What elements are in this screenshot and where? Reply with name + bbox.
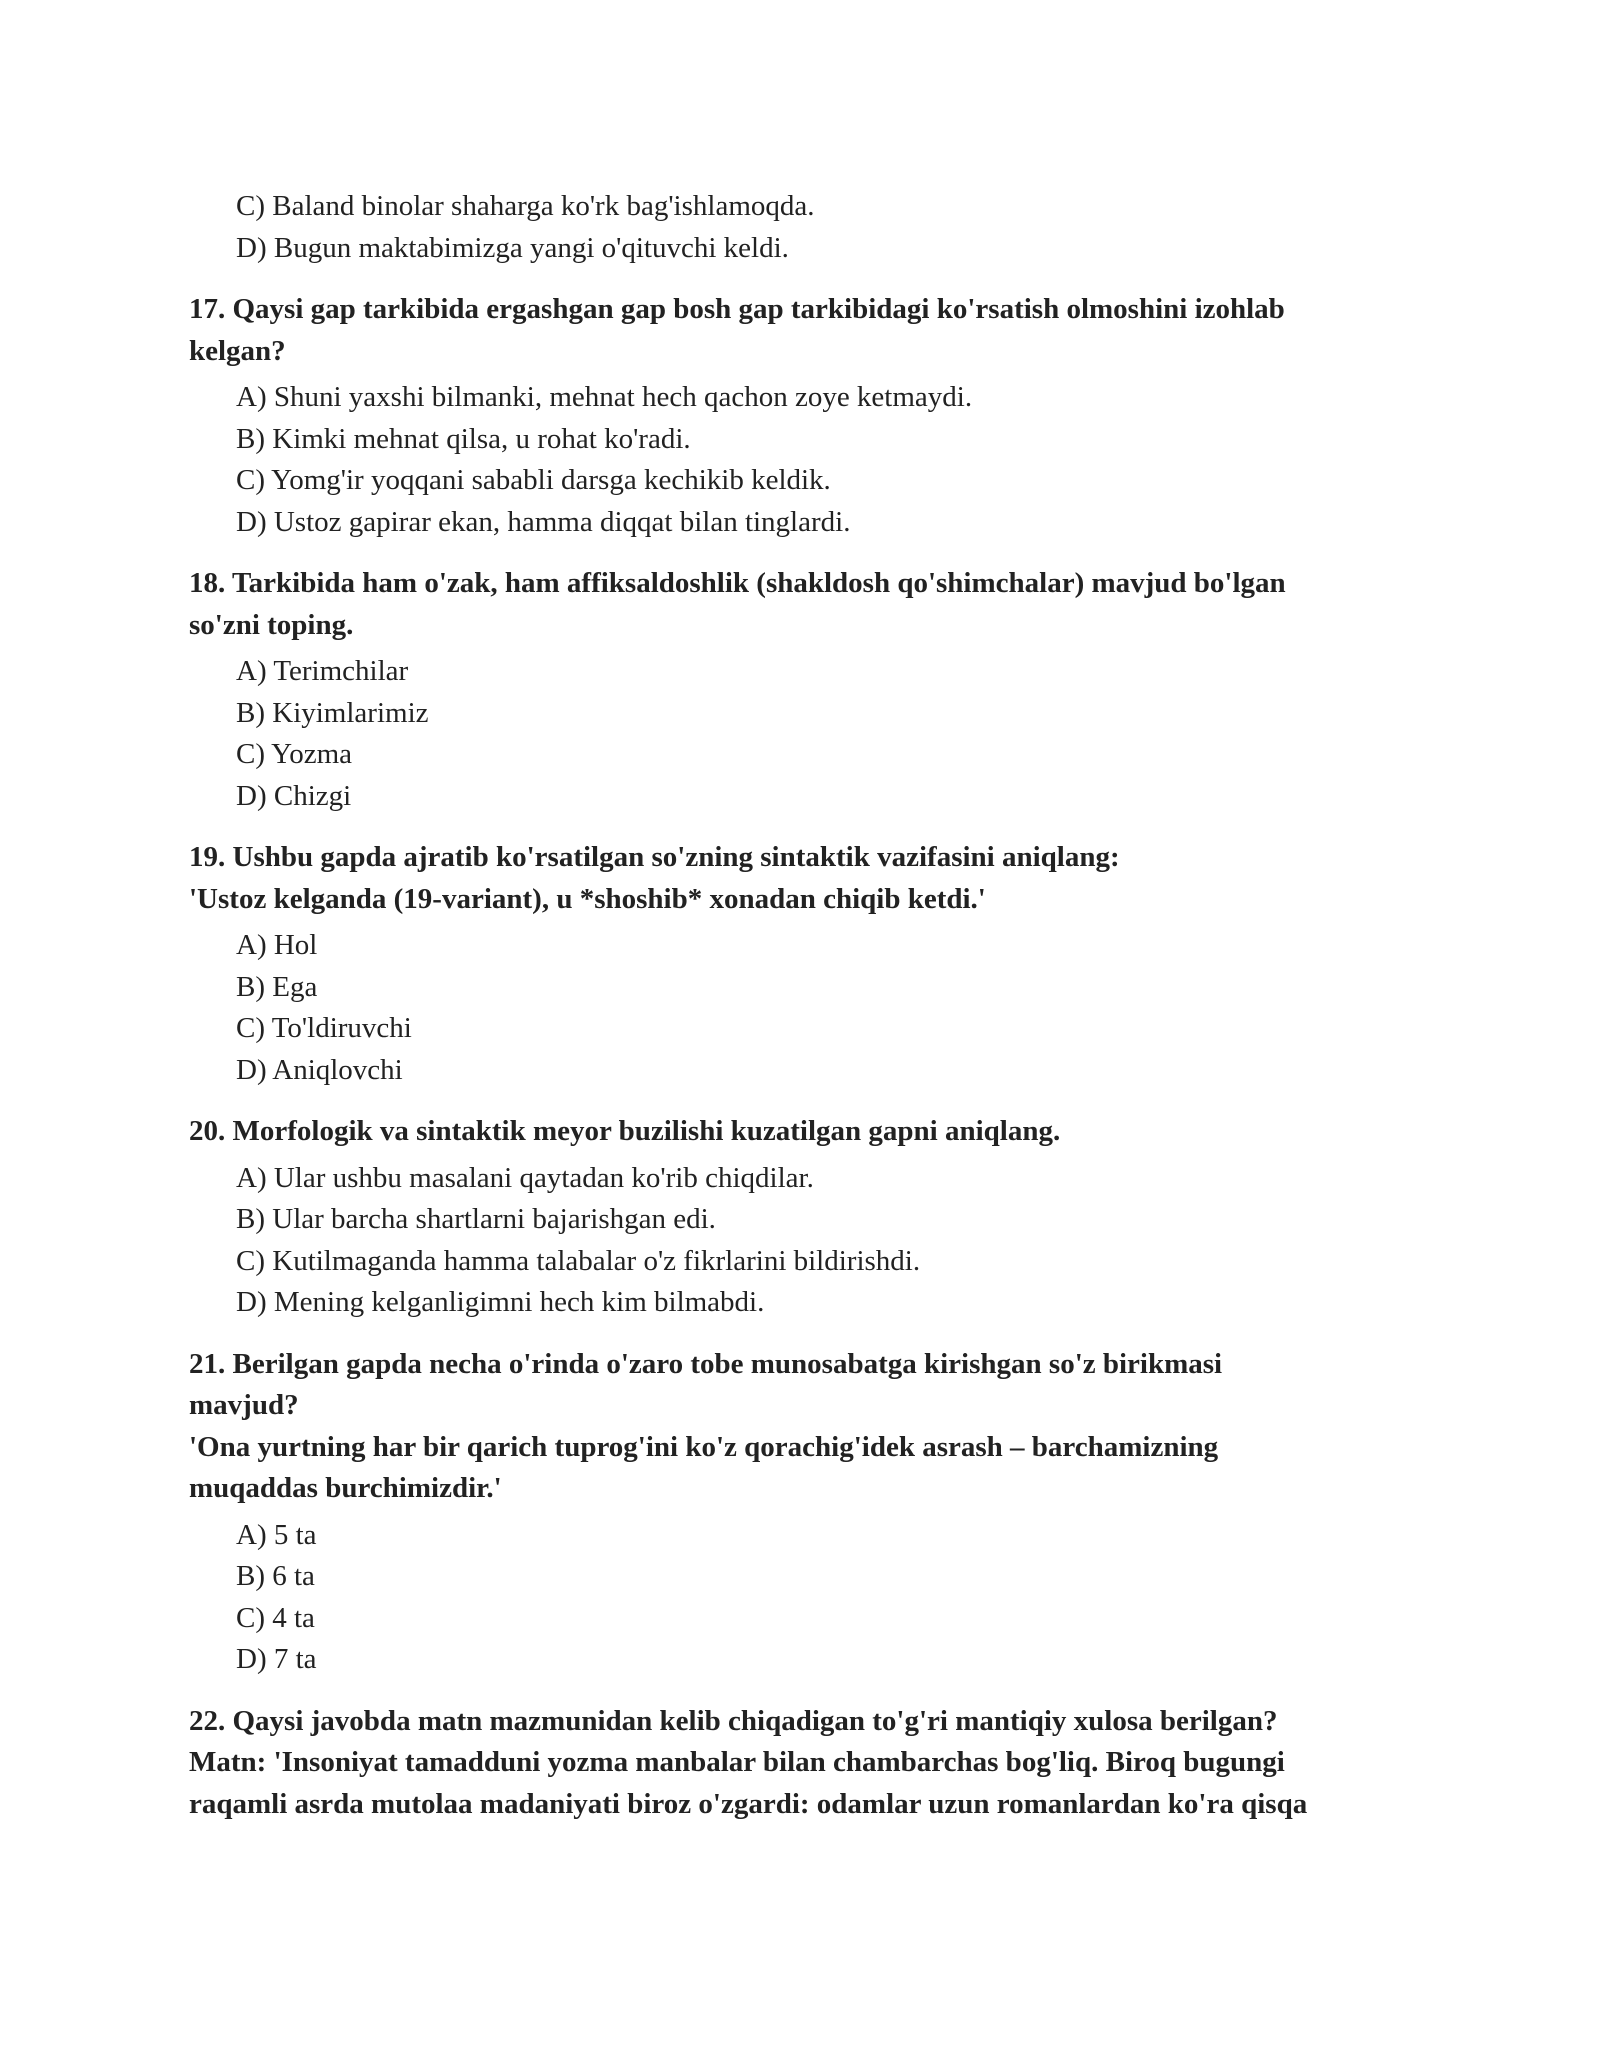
answer-option: D) 7 ta bbox=[236, 1643, 317, 1675]
question-text bbox=[189, 837, 1429, 920]
answer-option: C) 4 ta bbox=[236, 1601, 315, 1634]
answer-option: D) Chizgi bbox=[236, 779, 352, 812]
question-line: 17. Qaysi gap tarkibida ergashgan gap bosh gap tarkibidagi ko'rsatish olmoshini izohlab bbox=[189, 293, 1285, 325]
test-content bbox=[189, 186, 1429, 1830]
answer-option: C) Baland binolar shaharga ko'rk bag'ishlamoqda. bbox=[236, 190, 815, 222]
answer-option: D) Ustoz gapirar ekan, hamma diqqat bilan tinglardi. bbox=[236, 505, 851, 538]
leading-options bbox=[189, 186, 1429, 269]
question-line: Matn: 'Insoniyat tamadduni yozma manbalar bilan chambarchas bog'liq. Biroq bugungi bbox=[189, 1746, 1285, 1778]
answer-option: C) Kutilmaganda hamma talabalar o'z fikrlarini bildirishdi. bbox=[236, 1244, 921, 1277]
question-19 bbox=[189, 837, 1429, 1091]
answer-option: A) 5 ta bbox=[236, 1518, 317, 1551]
answer-option: B) Ular barcha shartlarni bajarishgan edi. bbox=[236, 1203, 716, 1235]
answer-option: A) Terimchilar bbox=[236, 655, 409, 687]
answer-option: B) Ega bbox=[236, 970, 318, 1003]
answer-option: A) Hol bbox=[236, 929, 318, 961]
answer-option: A) Shuni yaxshi bilmanki, mehnat hech qachon zoye ketmaydi. bbox=[236, 381, 973, 413]
question-text bbox=[189, 1344, 1429, 1510]
question-line: so'zni toping. bbox=[189, 608, 354, 641]
question-line: 'Ustoz kelganda (19-variant), u *shoshib* xonadan chiqib ketdi.' bbox=[189, 882, 986, 915]
answer-options bbox=[189, 925, 1429, 1091]
answer-options bbox=[189, 651, 1429, 817]
question-line: 18. Tarkibida ham o'zak, ham affiksaldoshlik (shakldosh qo'shimchalar) mavjud bo'lgan bbox=[189, 567, 1286, 599]
question-line: 22. Qaysi javobda matn mazmunidan kelib chiqadigan to'g'ri mantiqiy xulosa berilgan? bbox=[189, 1704, 1278, 1737]
answer-option: B) Kiyimlarimiz bbox=[236, 696, 429, 729]
answer-option: D) Bugun maktabimizga yangi o'qituvchi keldi. bbox=[236, 231, 789, 264]
question-18 bbox=[189, 563, 1429, 817]
answer-option: D) Aniqlovchi bbox=[236, 1053, 403, 1086]
answer-option: C) Yozma bbox=[236, 738, 353, 770]
question-text bbox=[189, 289, 1429, 372]
question-line: raqamli asrda mutolaa madaniyati biroz o'zgardi: odamlar uzun romanlardan ko'ra qisqa bbox=[189, 1787, 1308, 1820]
question-text bbox=[189, 563, 1429, 646]
answer-option: D) Mening kelganligimni hech kim bilmabdi. bbox=[236, 1286, 765, 1318]
question-line: 19. Ushbu gapda ajratib ko'rsatilgan so'zning sintaktik vazifasini aniqlang: bbox=[189, 841, 1120, 873]
question-line: mavjud? bbox=[189, 1389, 299, 1421]
question-line: 21. Berilgan gapda necha o'rinda o'zaro tobe munosabatga kirishgan so'z birikmasi bbox=[189, 1347, 1223, 1380]
question-line: kelgan? bbox=[189, 334, 286, 367]
question-text bbox=[189, 1701, 1429, 1826]
question-17 bbox=[189, 289, 1429, 543]
answer-options bbox=[189, 1158, 1429, 1324]
answer-option: C) Yomg'ir yoqqani sababli darsga kechikib keldik. bbox=[236, 464, 831, 496]
answer-options bbox=[189, 1515, 1429, 1681]
question-line: muqaddas burchimizdir.' bbox=[189, 1472, 502, 1504]
answer-options bbox=[189, 377, 1429, 543]
answer-option: B) 6 ta bbox=[236, 1560, 315, 1592]
question-line: 'Ona yurtning har bir qarich tuprog'ini ko'z qorachig'idek asrash – barchamizning bbox=[189, 1430, 1219, 1463]
question-text bbox=[189, 1111, 1429, 1153]
question-20 bbox=[189, 1111, 1429, 1324]
question-line: 20. Morfologik va sintaktik meyor buzilishi kuzatilgan gapni aniqlang. bbox=[189, 1115, 1061, 1147]
answer-option: C) To'ldiruvchi bbox=[236, 1012, 412, 1044]
question-21 bbox=[189, 1344, 1429, 1681]
answer-option: A) Ular ushbu masalani qaytadan ko'rib chiqdilar. bbox=[236, 1161, 814, 1194]
question-22 bbox=[189, 1701, 1429, 1826]
answer-option: B) Kimki mehnat qilsa, u rohat ko'radi. bbox=[236, 422, 691, 455]
